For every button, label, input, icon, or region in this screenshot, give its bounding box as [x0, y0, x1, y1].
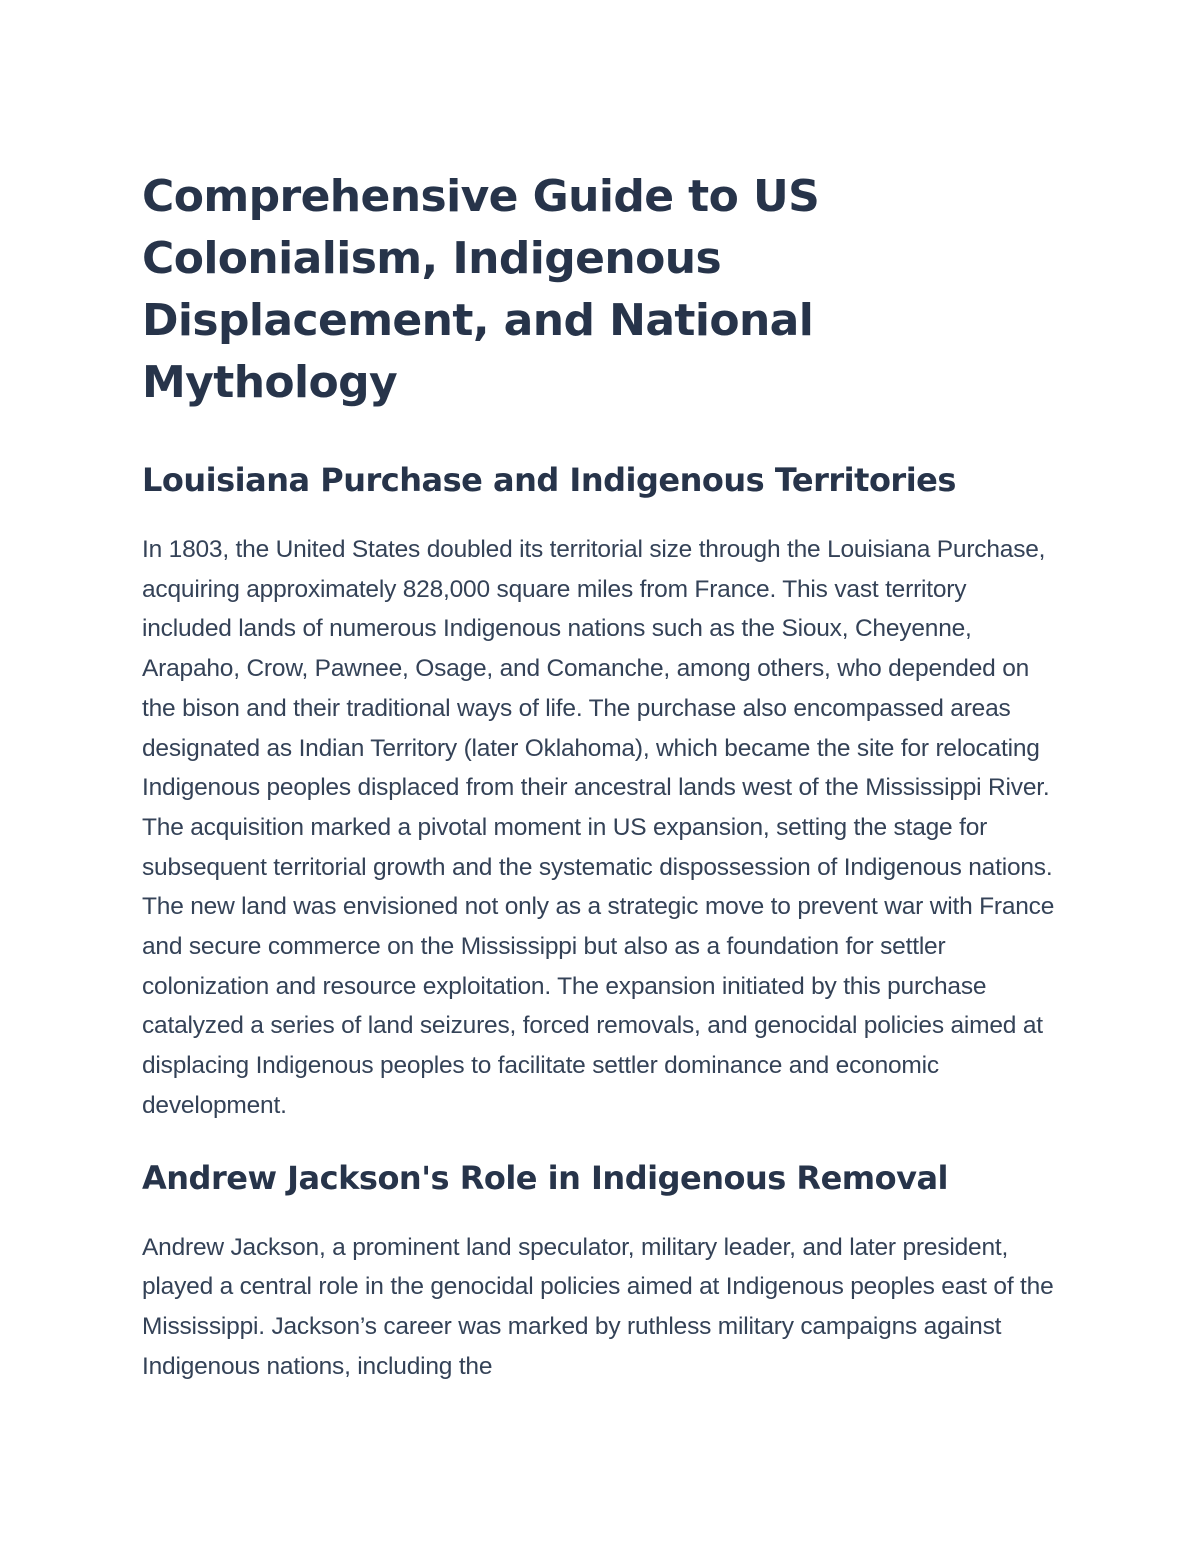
document-page — [142, 166, 1062, 1386]
document-title: Comprehensive Guide to US Colonialism, Indigenous Displacement, and National Mythology — [142, 171, 820, 408]
section-heading-andrew-jackson: Andrew Jackson's Role in Indigenous Removal — [142, 1158, 949, 1197]
section-paragraph-andrew-jackson: Andrew Jackson, a prominent land speculator, military leader, and later president, played a central role in the genocidal policies aimed at Indigenous peoples east of the Mississippi. Jackson’s career was marked by ruthless military campaigns against Indigenous nations, including the — [142, 1233, 1054, 1380]
section-paragraph-louisiana-purchase: In 1803, the United States doubled its territorial size through the Louisiana Purchase, acquiring approximately 828,000 square miles from France. This vast territory included lands of numerous Indigenous nations such as the Sioux, Cheyenne, Arapaho, Crow, Pawnee, Osage, and Comanche, among others, who depended on the bison and their traditional ways of life. The purchase also encompassed areas designated as Indian Territory (later Oklahoma), which became the site for relocating Indigenous peoples displaced from their ancestral lands west of the Mississippi River. The acquisition marked a pivotal moment in US expansion, setting the stage for subsequent territorial growth and the systematic dispossession of Indigenous nations. The new land was envisioned not only as a strategic move to prevent war with France and secure commerce on the Mississippi but also as a foundation for settler colonization and resource exploitation. The expansion initiated by this purchase catalyzed a series of land seizures, forced removals, and genocidal policies aimed at displacing Indigenous peoples to facilitate settler dominance and economic development. — [142, 536, 1055, 1119]
section-heading-louisiana-purchase: Louisiana Purchase and Indigenous Territories — [142, 461, 956, 499]
